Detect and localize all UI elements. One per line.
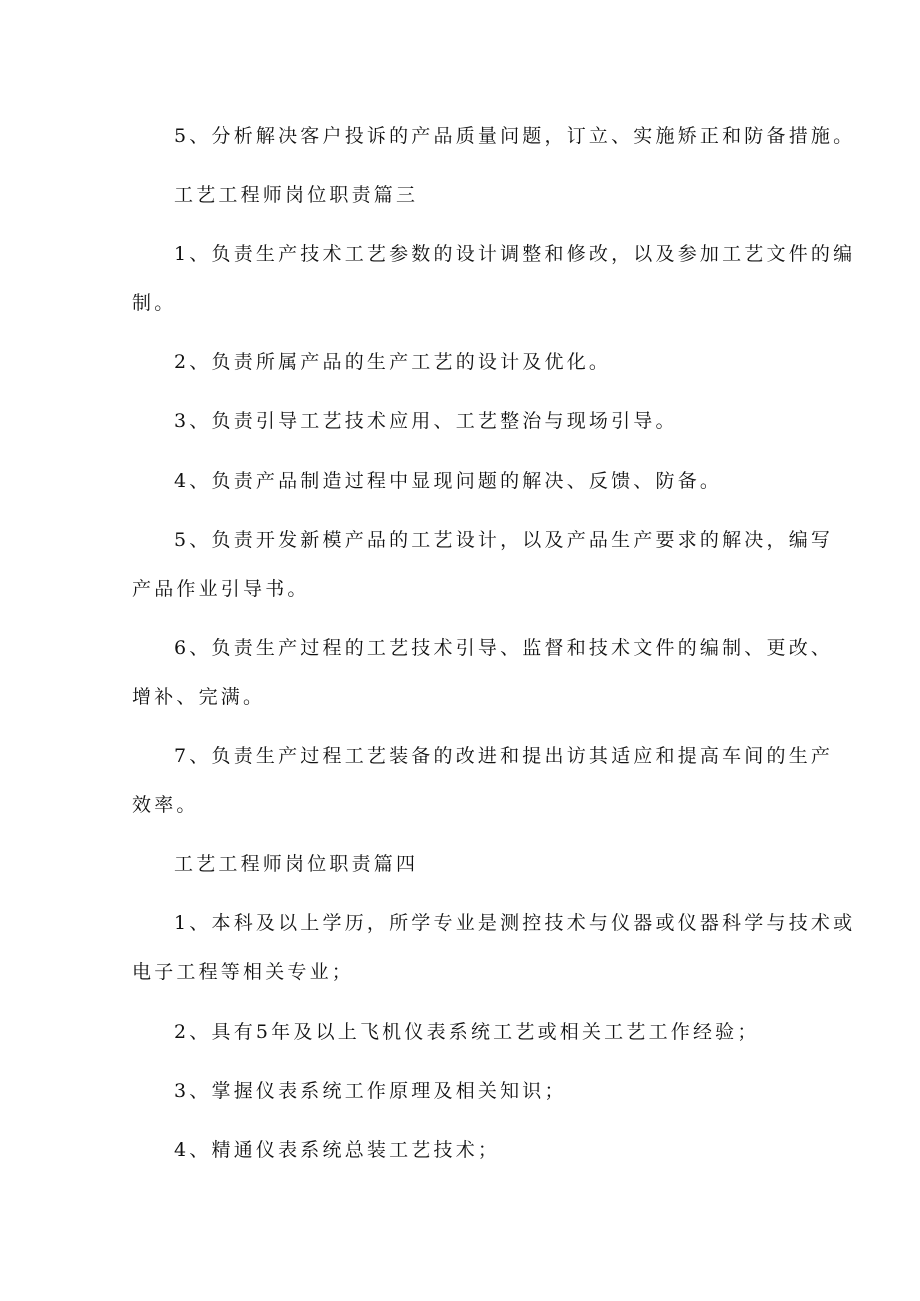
paragraph-line: 1、本科及以上学历，所学专业是测控技术与仪器或仪器科学与技术或 [174, 912, 856, 934]
paragraph-line: 4、负责产品制造过程中显现问题的解决、反馈、防备。 [174, 470, 723, 492]
paragraph-continuation: 增补、完满。 [132, 686, 266, 708]
paragraph-line: 1、负责生产技术工艺参数的设计调整和修改，以及参加工艺文件的编 [174, 243, 856, 265]
section-heading: 工艺工程师岗位职责篇四 [174, 853, 419, 875]
paragraph-line: 2、具有5年及以上飞机仪表系统工艺或相关工艺工作经验； [174, 1021, 760, 1043]
paragraph-line: 5、分析解决客户投诉的产品质量问题，订立、实施矫正和防备措施。 [174, 125, 856, 147]
paragraph-line: 3、掌握仪表系统工作原理及相关知识； [174, 1080, 567, 1102]
paragraph-line: 5、负责开发新模产品的工艺设计，以及产品生产要求的解决，编写 [174, 529, 834, 551]
paragraph-line: 7、负责生产过程工艺装备的改进和提出访其适应和提高车间的生产 [174, 745, 834, 767]
paragraph-continuation: 效率。 [132, 794, 199, 816]
paragraph-line: 2、负责所属产品的生产工艺的设计及优化。 [174, 351, 612, 373]
paragraph-continuation: 电子工程等相关专业； [132, 961, 355, 983]
section-heading: 工艺工程师岗位职责篇三 [174, 184, 419, 206]
paragraph-continuation: 制。 [132, 292, 177, 314]
paragraph-line: 3、负责引导工艺技术应用、工艺整治与现场引导。 [174, 410, 678, 432]
paragraph-line: 6、负责生产过程的工艺技术引导、监督和技术文件的编制、更改、 [174, 637, 834, 659]
paragraph-line: 4、精通仪表系统总装工艺技术； [174, 1139, 501, 1161]
paragraph-continuation: 产品作业引导书。 [132, 578, 310, 600]
